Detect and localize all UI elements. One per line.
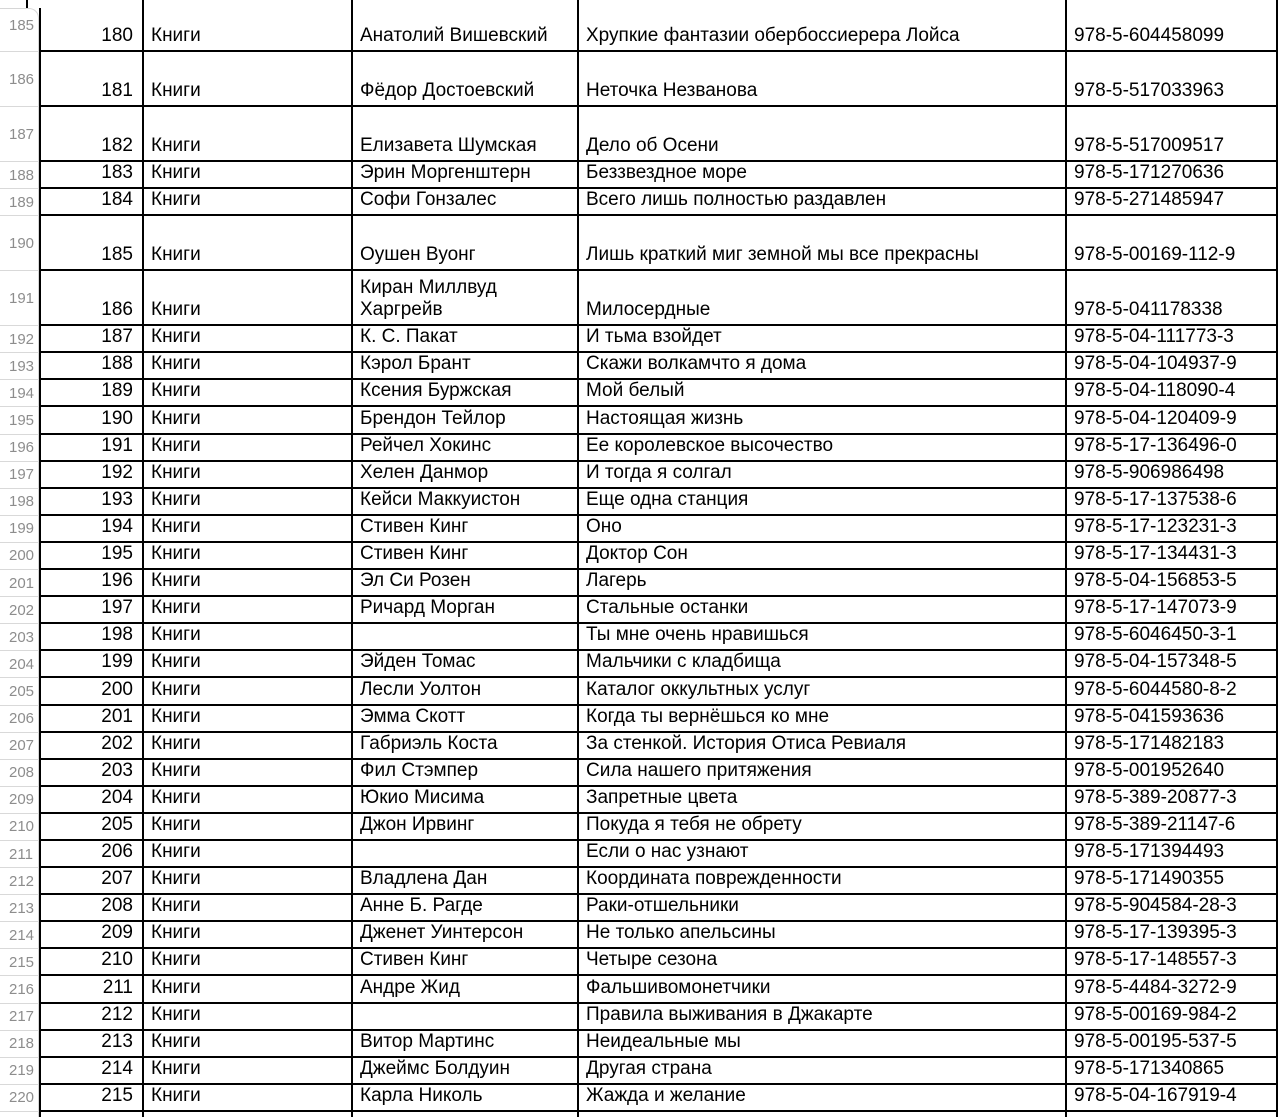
cell-isbn[interactable]: 978-5-17-139395-3: [1067, 922, 1278, 947]
table-row: [0, 976, 1280, 1003]
row-cells: [39, 922, 1278, 949]
table-row: [0, 678, 1280, 705]
cell-isbn[interactable]: 978-5-17-123231-3: [1067, 516, 1278, 541]
cell-category[interactable]: Книги: [144, 976, 353, 1001]
cell-author[interactable]: Анне Б. Рагде: [353, 895, 579, 920]
table-row: [0, 353, 1280, 380]
table-row: [0, 189, 1280, 216]
cell-id[interactable]: 208: [41, 895, 144, 920]
cell-author[interactable]: Владлена Дан: [353, 868, 579, 893]
table-row: [0, 624, 1280, 651]
cell-title[interactable]: Когда ты вернёшься ко мне: [579, 706, 1067, 731]
row-number[interactable]: 215: [0, 949, 39, 976]
cell-author[interactable]: Эйден Томас: [353, 651, 579, 676]
cell-author[interactable]: Лесли Уолтон: [353, 678, 579, 703]
cell-author[interactable]: Эрин Моргенштерн: [353, 162, 579, 187]
cell-isbn[interactable]: 978-5-17-147073-9: [1067, 597, 1278, 622]
row-cells: [39, 678, 1278, 705]
cell-isbn[interactable]: 978-5-041178338: [1067, 271, 1278, 324]
row-cells: [39, 624, 1278, 651]
cell-id[interactable]: 210: [41, 949, 144, 974]
cell-author[interactable]: [353, 841, 579, 866]
table-row: [0, 52, 1280, 107]
table-row: [0, 1004, 1280, 1031]
cell-isbn[interactable]: [1067, 1112, 1278, 1117]
cell-isbn[interactable]: 978-5-171482183: [1067, 733, 1278, 758]
table-row: [0, 733, 1280, 760]
cell-title[interactable]: Беззвездное море: [579, 162, 1067, 187]
table-row: [0, 787, 1280, 814]
table-row: [0, 868, 1280, 895]
cell-title[interactable]: Ты мне очень нравишься: [579, 624, 1067, 649]
cell-author[interactable]: Юкио Мисима: [353, 787, 579, 812]
cell-category[interactable]: Книги: [144, 733, 353, 758]
cell-id[interactable]: 196: [41, 570, 144, 595]
cell-id[interactable]: 189: [41, 380, 144, 405]
cell-id[interactable]: 201: [41, 706, 144, 731]
cell-isbn[interactable]: 978-5-17-148557-3: [1067, 949, 1278, 974]
cell-category[interactable]: Книги: [144, 107, 353, 160]
cell-id[interactable]: 195: [41, 543, 144, 568]
cell-isbn[interactable]: 978-5-04-157348-5: [1067, 651, 1278, 676]
table-row: [0, 570, 1280, 597]
row-number[interactable]: 191: [0, 271, 39, 326]
cell-isbn[interactable]: 978-5-171270636: [1067, 162, 1278, 187]
table-row: [0, 760, 1280, 787]
table-row: [0, 597, 1280, 624]
cell-id[interactable]: 214: [41, 1058, 144, 1083]
row-number[interactable]: 190: [0, 216, 39, 271]
cell-id[interactable]: 206: [41, 841, 144, 866]
row-number[interactable]: 210: [0, 814, 39, 841]
cell-id[interactable]: 181: [41, 52, 144, 105]
cell-title[interactable]: Если о нас узнают: [579, 841, 1067, 866]
cell-title[interactable]: Неидеальные мы: [579, 1031, 1067, 1056]
cell-author[interactable]: Габриэль Коста: [353, 733, 579, 758]
cell-id[interactable]: 180: [41, 0, 144, 50]
row-cells: [39, 162, 1278, 189]
cell-isbn[interactable]: 978-5-389-20877-3: [1067, 787, 1278, 812]
cell-title[interactable]: Фальшивомонетчики: [579, 976, 1067, 1001]
cell-id[interactable]: 184: [41, 189, 144, 214]
cell-isbn[interactable]: 978-5-04-156853-5: [1067, 570, 1278, 595]
cell-author[interactable]: Карла Николь: [353, 1085, 579, 1110]
row-number[interactable]: 199: [0, 516, 39, 543]
cell-category[interactable]: Книги: [144, 1085, 353, 1110]
row-number[interactable]: 211: [0, 841, 39, 868]
cell-category[interactable]: Книги: [144, 570, 353, 595]
cell-category[interactable]: Книги: [144, 162, 353, 187]
table-row: [0, 922, 1280, 949]
table-row: [0, 949, 1280, 976]
cell-category[interactable]: Книги: [144, 922, 353, 947]
cell-category[interactable]: Книги: [144, 543, 353, 568]
row-number[interactable]: 202: [0, 597, 39, 624]
row-cells: [39, 380, 1278, 407]
cell-isbn[interactable]: 978-5-171340865: [1067, 1058, 1278, 1083]
cell-isbn[interactable]: 978-5-04-104937-9: [1067, 353, 1278, 378]
cell-author[interactable]: Стивен Кинг: [353, 543, 579, 568]
table-row: [0, 435, 1280, 462]
cell-isbn[interactable]: 978-5-904584-28-3: [1067, 895, 1278, 920]
cell-author[interactable]: Эмма Скотт: [353, 706, 579, 731]
cell-author[interactable]: Андре Жид: [353, 976, 579, 1001]
cell-isbn[interactable]: 978-5-171490355: [1067, 868, 1278, 893]
row-cells: [39, 868, 1278, 895]
table-row: [0, 516, 1280, 543]
cell-category[interactable]: Книги: [144, 516, 353, 541]
cell-author[interactable]: Эл Си Розен: [353, 570, 579, 595]
cell-author[interactable]: Фил Стэмпер: [353, 760, 579, 785]
row-cells: [39, 271, 1278, 326]
row-cells: [39, 489, 1278, 516]
cell-isbn[interactable]: 978-5-4484-3272-9: [1067, 976, 1278, 1001]
row-number[interactable]: 203: [0, 624, 39, 651]
table-row: [0, 107, 1280, 162]
row-number[interactable]: 220: [0, 1085, 39, 1112]
row-cells: [39, 189, 1278, 216]
cell-id[interactable]: 193: [41, 489, 144, 514]
cell-id[interactable]: 202: [41, 733, 144, 758]
cell-author[interactable]: Ксения Буржская: [353, 380, 579, 405]
cell-title[interactable]: Мальчики с кладбища: [579, 651, 1067, 676]
table-edge-tick: [26, 0, 28, 8]
cell-id[interactable]: 182: [41, 107, 144, 160]
row-number[interactable]: [0, 1112, 39, 1117]
cell-author[interactable]: Джон Ирвинг: [353, 814, 579, 839]
row-cells: [39, 407, 1278, 434]
cell-category[interactable]: [144, 1112, 353, 1117]
cell-category[interactable]: Книги: [144, 435, 353, 460]
cell-category[interactable]: Книги: [144, 678, 353, 703]
row-cells: [39, 841, 1278, 868]
row-number[interactable]: 192: [0, 326, 39, 353]
row-number[interactable]: 189: [0, 189, 39, 216]
row-number[interactable]: 213: [0, 895, 39, 922]
cell-id[interactable]: [41, 1112, 144, 1117]
cell-category[interactable]: Книги: [144, 407, 353, 432]
cell-isbn[interactable]: 978-5-00195-537-5: [1067, 1031, 1278, 1056]
row-number[interactable]: 198: [0, 489, 39, 516]
row-cells: [39, 543, 1278, 570]
cell-category[interactable]: Книги: [144, 706, 353, 731]
row-number[interactable]: 186: [0, 52, 39, 107]
cell-isbn[interactable]: 978-5-04-120409-9: [1067, 407, 1278, 432]
cell-isbn[interactable]: 978-5-00169-112-9: [1067, 216, 1278, 269]
row-number[interactable]: 188: [0, 162, 39, 189]
row-cells: [39, 733, 1278, 760]
row-number[interactable]: 195: [0, 407, 39, 434]
cell-id[interactable]: 187: [41, 326, 144, 351]
cell-isbn[interactable]: 978-5-171394493: [1067, 841, 1278, 866]
cell-id[interactable]: 212: [41, 1004, 144, 1029]
cell-id[interactable]: 215: [41, 1085, 144, 1110]
row-cells: [39, 1058, 1278, 1085]
cell-id[interactable]: 197: [41, 597, 144, 622]
cell-id[interactable]: 200: [41, 678, 144, 703]
table-row: [0, 543, 1280, 570]
cell-title[interactable]: Запретные цвета: [579, 787, 1067, 812]
cell-title[interactable]: Другая страна: [579, 1058, 1067, 1083]
row-cells: [39, 651, 1278, 678]
row-number[interactable]: 196: [0, 435, 39, 462]
cell-category[interactable]: Книги: [144, 489, 353, 514]
row-cells: [39, 706, 1278, 733]
row-cells: [39, 597, 1278, 624]
row-number[interactable]: 219: [0, 1058, 39, 1085]
cell-id[interactable]: 191: [41, 435, 144, 460]
cell-title[interactable]: И тьма взойдет: [579, 326, 1067, 351]
cell-isbn[interactable]: 978-5-517009517: [1067, 107, 1278, 160]
cell-id[interactable]: 188: [41, 353, 144, 378]
cell-category[interactable]: Книги: [144, 651, 353, 676]
cell-category[interactable]: Книги: [144, 895, 353, 920]
row-number[interactable]: 214: [0, 922, 39, 949]
cell-title[interactable]: Не только апельсины: [579, 922, 1067, 947]
row-cells: [39, 216, 1278, 271]
table-row: [0, 216, 1280, 271]
cell-author[interactable]: Дженет Уинтерсон: [353, 922, 579, 947]
cell-title[interactable]: Каталог оккультных услуг: [579, 678, 1067, 703]
cell-isbn[interactable]: 978-5-001952640: [1067, 760, 1278, 785]
table-row: [0, 895, 1280, 922]
row-number[interactable]: 217: [0, 1004, 39, 1031]
cell-category[interactable]: Книги: [144, 597, 353, 622]
cell-author[interactable]: [353, 1004, 579, 1029]
row-number[interactable]: 187: [0, 107, 39, 162]
table-row: [0, 380, 1280, 407]
cell-isbn[interactable]: 978-5-604458099: [1067, 0, 1278, 50]
cell-isbn[interactable]: 978-5-04-118090-4: [1067, 380, 1278, 405]
row-number[interactable]: 197: [0, 462, 39, 489]
cell-author[interactable]: Софи Гонзалес: [353, 189, 579, 214]
cell-isbn[interactable]: 978-5-271485947: [1067, 189, 1278, 214]
cell-title[interactable]: За стенкой. История Отиса Ревиаля: [579, 733, 1067, 758]
row-number[interactable]: 206: [0, 706, 39, 733]
cell-category[interactable]: Книги: [144, 624, 353, 649]
cell-isbn[interactable]: 978-5-6046450-3-1: [1067, 624, 1278, 649]
cell-author[interactable]: Киран Миллвуд Харгрейв: [353, 271, 579, 324]
row-number[interactable]: 200: [0, 543, 39, 570]
row-cells: [39, 895, 1278, 922]
row-cells: [39, 435, 1278, 462]
table-row: [0, 1031, 1280, 1058]
cell-title[interactable]: Ее королевское высочество: [579, 435, 1067, 460]
cell-author[interactable]: Рейчел Хокинс: [353, 435, 579, 460]
cell-isbn[interactable]: 978-5-17-136496-0: [1067, 435, 1278, 460]
cell-author[interactable]: К. С. Пакат: [353, 326, 579, 351]
cell-title[interactable]: Еще одна станция: [579, 489, 1067, 514]
table-row: [0, 326, 1280, 353]
cell-title[interactable]: Дело об Осени: [579, 107, 1067, 160]
cell-category[interactable]: Книги: [144, 52, 353, 105]
cell-isbn[interactable]: 978-5-17-137538-6: [1067, 489, 1278, 514]
row-cells: [39, 0, 1278, 52]
cell-author[interactable]: Кэрол Брант: [353, 353, 579, 378]
cell-id[interactable]: 213: [41, 1031, 144, 1056]
cell-id[interactable]: 183: [41, 162, 144, 187]
cell-category[interactable]: Книги: [144, 868, 353, 893]
cell-id[interactable]: 207: [41, 868, 144, 893]
row-cells: [39, 760, 1278, 787]
cell-category[interactable]: Книги: [144, 462, 353, 487]
cell-category[interactable]: Книги: [144, 1004, 353, 1029]
row-number[interactable]: 185: [0, 0, 39, 52]
cell-id[interactable]: 211: [41, 976, 144, 1001]
table-left-border-cut: [39, 0, 42, 8]
cell-id[interactable]: 190: [41, 407, 144, 432]
table-row: [0, 462, 1280, 489]
cell-title[interactable]: Хрупкие фантазии обербоссиерера Лойса: [579, 0, 1067, 50]
row-number[interactable]: 216: [0, 976, 39, 1003]
table-row: [0, 162, 1280, 189]
cell-isbn[interactable]: 978-5-041593636: [1067, 706, 1278, 731]
cell-id[interactable]: 194: [41, 516, 144, 541]
cell-title[interactable]: Сила нашего притяжения: [579, 760, 1067, 785]
cell-category[interactable]: Книги: [144, 1058, 353, 1083]
cell-isbn[interactable]: 978-5-6044580-8-2: [1067, 678, 1278, 703]
cell-author[interactable]: Стивен Кинг: [353, 516, 579, 541]
row-number[interactable]: 207: [0, 733, 39, 760]
cell-id[interactable]: 205: [41, 814, 144, 839]
cell-title[interactable]: Правила выживания в Джакарте: [579, 1004, 1067, 1029]
table-row: [0, 814, 1280, 841]
cell-isbn[interactable]: 978-5-00169-984-2: [1067, 1004, 1278, 1029]
cell-author[interactable]: Фёдор Достоевский: [353, 52, 579, 105]
cell-isbn[interactable]: 978-5-04-167919-4: [1067, 1085, 1278, 1110]
cell-title[interactable]: Неточка Незванова: [579, 52, 1067, 105]
row-number[interactable]: 201: [0, 570, 39, 597]
cell-category[interactable]: Книги: [144, 1031, 353, 1056]
table-row: [0, 651, 1280, 678]
row-cells: [39, 462, 1278, 489]
cell-isbn[interactable]: 978-5-389-21147-6: [1067, 814, 1278, 839]
cell-isbn[interactable]: 978-5-517033963: [1067, 52, 1278, 105]
cell-category[interactable]: Книги: [144, 353, 353, 378]
cell-title[interactable]: Оно: [579, 516, 1067, 541]
cell-title[interactable]: Милосердные: [579, 271, 1067, 324]
cell-id[interactable]: 209: [41, 922, 144, 947]
row-number[interactable]: 208: [0, 760, 39, 787]
cell-title[interactable]: Мой белый: [579, 380, 1067, 405]
cell-id[interactable]: 204: [41, 787, 144, 812]
cell-author[interactable]: Кейси Маккуистон: [353, 489, 579, 514]
cell-category[interactable]: Книги: [144, 949, 353, 974]
row-number[interactable]: 212: [0, 868, 39, 895]
cell-category[interactable]: Книги: [144, 814, 353, 839]
cell-author[interactable]: Хелен Данмор: [353, 462, 579, 487]
table-row: [0, 1085, 1280, 1112]
table-row: [0, 0, 1280, 52]
row-cells: [39, 570, 1278, 597]
cell-category[interactable]: Книги: [144, 326, 353, 351]
cell-id[interactable]: 185: [41, 216, 144, 269]
cell-isbn[interactable]: 978-5-04-111773-3: [1067, 326, 1278, 351]
cell-author[interactable]: Анатолий Вишевский: [353, 0, 579, 50]
cell-title[interactable]: Раки-отшельники: [579, 895, 1067, 920]
cell-title[interactable]: Доктор Сон: [579, 543, 1067, 568]
cell-title[interactable]: Покуда я тебя не обрету: [579, 814, 1067, 839]
row-number[interactable]: 204: [0, 651, 39, 678]
table-row: [0, 407, 1280, 434]
cell-title[interactable]: Настоящая жизнь: [579, 407, 1067, 432]
cell-author[interactable]: Стивен Кинг: [353, 949, 579, 974]
cell-title[interactable]: Четыре сезона: [579, 949, 1067, 974]
cell-author[interactable]: Брендон Тейлор: [353, 407, 579, 432]
cell-author[interactable]: Джеймс Болдуин: [353, 1058, 579, 1083]
row-cells: [39, 976, 1278, 1003]
cell-category[interactable]: Книги: [144, 787, 353, 812]
table-row: [0, 271, 1280, 326]
cell-category[interactable]: Книги: [144, 271, 353, 324]
table-row: [0, 1058, 1280, 1085]
cell-category[interactable]: Книги: [144, 0, 353, 50]
cell-title[interactable]: Стальные останки: [579, 597, 1067, 622]
cell-author[interactable]: Витор Мартинс: [353, 1031, 579, 1056]
row-cells: [39, 1085, 1278, 1112]
cell-isbn[interactable]: 978-5-17-134431-3: [1067, 543, 1278, 568]
table-row: [0, 841, 1280, 868]
table-row: [0, 489, 1280, 516]
cell-id[interactable]: 186: [41, 271, 144, 324]
cell-category[interactable]: Книги: [144, 760, 353, 785]
row-cells: [39, 107, 1278, 162]
row-cells: [39, 814, 1278, 841]
row-number[interactable]: 209: [0, 787, 39, 814]
row-cells: [39, 353, 1278, 380]
cell-author[interactable]: Елизавета Шумская: [353, 107, 579, 160]
cell-id[interactable]: 198: [41, 624, 144, 649]
cell-id[interactable]: 192: [41, 462, 144, 487]
row-cells: [39, 1031, 1278, 1058]
cell-title[interactable]: [579, 1112, 1067, 1117]
cell-title[interactable]: Координата поврежденности: [579, 868, 1067, 893]
row-number[interactable]: 218: [0, 1031, 39, 1058]
row-number[interactable]: 205: [0, 678, 39, 705]
cell-title[interactable]: Лагерь: [579, 570, 1067, 595]
cell-title[interactable]: Лишь краткий миг земной мы все прекрасны: [579, 216, 1067, 269]
cell-category[interactable]: Книги: [144, 380, 353, 405]
partial-next-row: [0, 1112, 1280, 1117]
row-cells: [39, 516, 1278, 543]
cell-author[interactable]: [353, 624, 579, 649]
cell-category[interactable]: Книги: [144, 216, 353, 269]
cell-category[interactable]: Книги: [144, 189, 353, 214]
cell-author[interactable]: Оушен Вуонг: [353, 216, 579, 269]
cell-title[interactable]: И тогда я солгал: [579, 462, 1067, 487]
row-cells: [39, 1004, 1278, 1031]
cell-author[interactable]: [353, 1112, 579, 1117]
row-cells: [39, 787, 1278, 814]
cell-category[interactable]: Книги: [144, 841, 353, 866]
row-cells: [39, 949, 1278, 976]
cell-id[interactable]: 199: [41, 651, 144, 676]
row-cells: [39, 1112, 1278, 1117]
cell-title[interactable]: Всего лишь полностью раздавлен: [579, 189, 1067, 214]
cell-isbn[interactable]: 978-5-906986498: [1067, 462, 1278, 487]
row-cells: [39, 52, 1278, 107]
row-number[interactable]: 194: [0, 380, 39, 407]
cell-title[interactable]: Жажда и желание: [579, 1085, 1067, 1110]
cell-author[interactable]: Ричард Морган: [353, 597, 579, 622]
row-number[interactable]: 193: [0, 353, 39, 380]
row-cells: [39, 326, 1278, 353]
cell-title[interactable]: Скажи волкамчто я дома: [579, 353, 1067, 378]
table-row: [0, 706, 1280, 733]
cell-id[interactable]: 203: [41, 760, 144, 785]
